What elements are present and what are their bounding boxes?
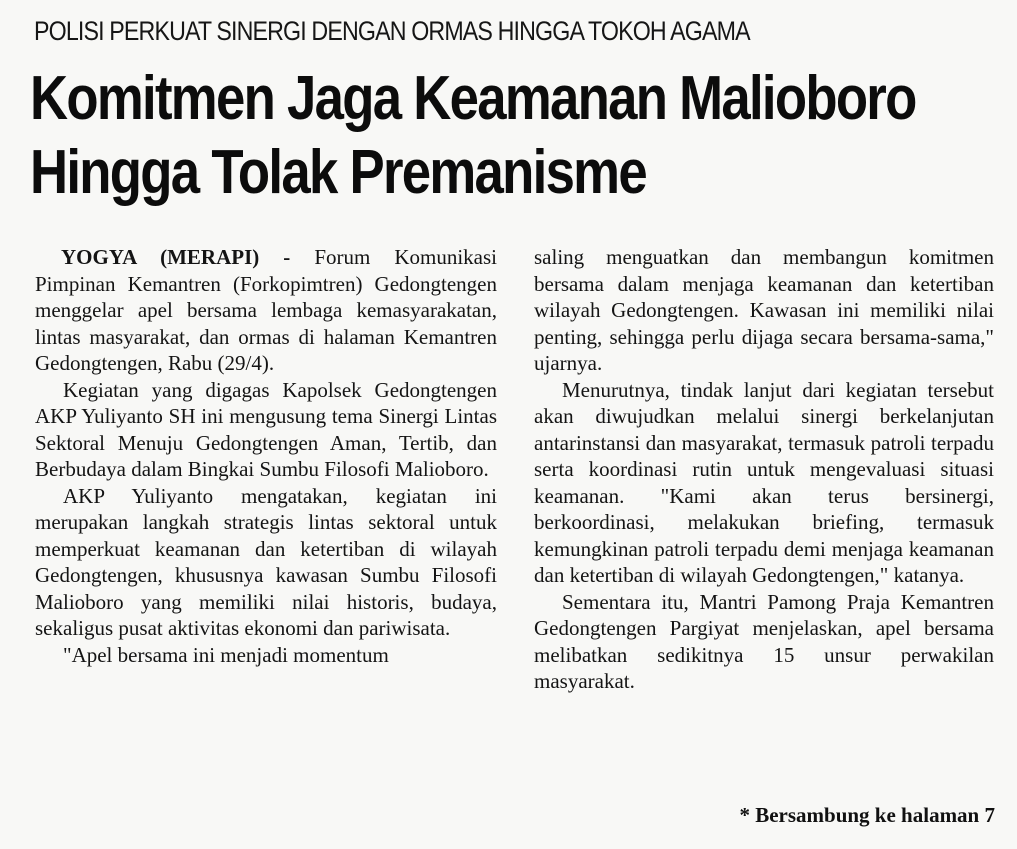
- headline-line-2: Hingga Tolak Premanisme: [30, 138, 646, 207]
- article-column-left: [35, 244, 497, 668]
- paragraph-text: Forum Komunikasi Pimpinan Kemantren (Forkopimtren) Gedongtengen menggelar apel bersama lembaga kemasyarakatan, lintas masyarakat, dan ormas di halaman Kemantren Gedongtengen, Rabu (29/4).: [35, 245, 498, 375]
- paragraph: AKP Yuliyanto mengatakan, kegiatan ini merupakan langkah strategis lintas sektoral untuk memperkuat keamanan dan ketertiban di wilayah Gedongtengen, khususnya kawasan Sumbu Filosofi Malioboro yang memiliki nilai historis, budaya, sekaligus pusat aktivitas ekonomi dan pariwisata.: [35, 483, 497, 640]
- article-column-right: [534, 244, 994, 695]
- dateline: YOGYA (MERAPI) -: [61, 245, 291, 269]
- article-kicker: POLISI PERKUAT SINERGI DENGAN ORMAS HINGGA TOKOH AGAMA: [34, 16, 750, 46]
- headline-line-1: Komitmen Jaga Keamanan Malioboro: [30, 64, 916, 133]
- paragraph: "Apel bersama ini menjadi momentum: [63, 642, 389, 667]
- continuation-note: * Bersambung ke halaman 7: [739, 803, 995, 827]
- article-headline: [30, 62, 916, 210]
- paragraph: saling menguatkan dan membangun komitmen bersama dalam menjaga keamanan dan ketertiban wilayah Gedongtengen. Kawasan ini memiliki nilai penting, sehingga perlu dijaga secara bersama-sama," ujarnya.: [534, 245, 994, 375]
- paragraph: Sementara itu, Mantri Pamong Praja Kemantren Gedongtengen Pargiyat menjelaskan, apel bersama melibatkan sedikitnya 15 unsur perwakilan masyarakat.: [534, 589, 994, 693]
- paragraph: [35, 244, 497, 377]
- paragraph: Menurutnya, tindak lanjut dari kegiatan tersebut akan diwujudkan melalui sinergi berkelanjutan antarinstansi dan masyarakat, termasuk patroli terpadu serta koordinasi rutin untuk mengevaluasi situasi keamanan. "Kami akan terus bersinergi, berkoordinasi, melakukan briefing, termasuk kemungkinan patroli terpadu demi menjaga keamanan dan ketertiban di wilayah Gedongtengen," katanya.: [534, 377, 994, 587]
- paragraph: Kegiatan yang digagas Kapolsek Gedongtengen AKP Yuliyanto SH ini mengusung tema Sinergi Lintas Sektoral Menuju Gedongtengen Aman, Tertib, dan Berbudaya dalam Bingkai Sumbu Filosofi Malioboro.: [35, 377, 497, 481]
